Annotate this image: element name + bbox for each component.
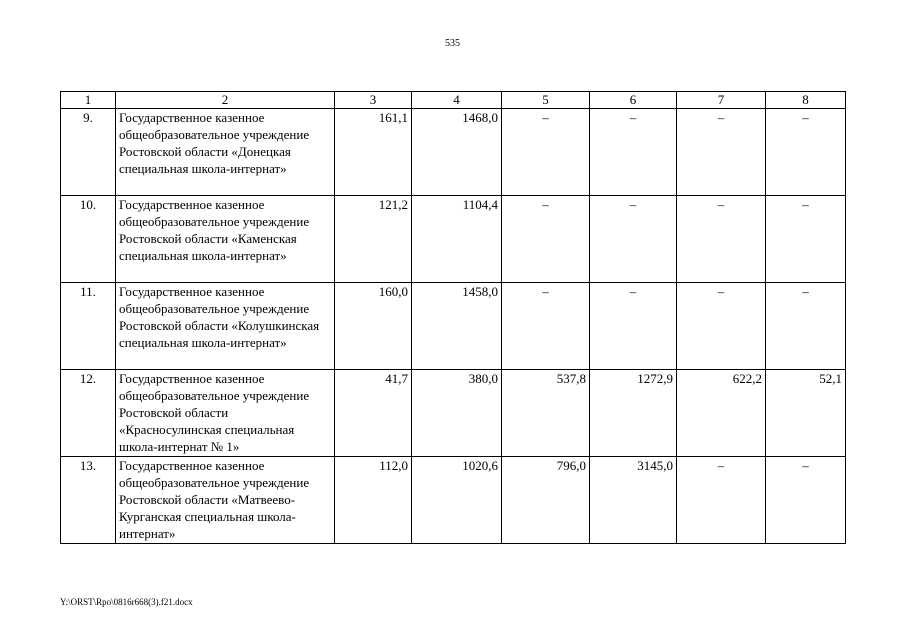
table-row <box>61 196 846 283</box>
value-col-7: – <box>677 457 766 544</box>
institution-name: Государственное казенное общеобразовательное учреждение Ростовской области «Донецкая специальная школа-интернат» <box>116 109 335 196</box>
value-col-6: 3145,0 <box>590 457 677 544</box>
value-col-7: – <box>677 283 766 370</box>
header-cell: 4 <box>412 92 502 109</box>
value-col-8: – <box>766 283 846 370</box>
value-col-3: 160,0 <box>335 283 412 370</box>
institution-name: Государственное казенное общеобразовательное учреждение Ростовской области «Колушкинская специальная школа-интернат» <box>116 283 335 370</box>
header-cell: 6 <box>590 92 677 109</box>
value-col-5: 796,0 <box>502 457 590 544</box>
value-col-8: – <box>766 109 846 196</box>
value-col-3: 161,1 <box>335 109 412 196</box>
header-cell: 8 <box>766 92 846 109</box>
header-cell: 7 <box>677 92 766 109</box>
value-col-5: – <box>502 283 590 370</box>
data-table <box>60 91 846 544</box>
value-col-4: 1468,0 <box>412 109 502 196</box>
value-col-3: 41,7 <box>335 370 412 457</box>
value-col-7: – <box>677 196 766 283</box>
value-col-6: – <box>590 196 677 283</box>
value-col-4: 380,0 <box>412 370 502 457</box>
row-number: 12. <box>61 370 116 457</box>
value-col-5: 537,8 <box>502 370 590 457</box>
value-col-6: – <box>590 283 677 370</box>
file-path-footer: Y:\ORST\Rpo\0816r668(3).f21.docx <box>60 597 193 607</box>
value-col-5: – <box>502 196 590 283</box>
value-col-5: – <box>502 109 590 196</box>
row-number: 10. <box>61 196 116 283</box>
table-header-row <box>61 92 846 109</box>
value-col-4: 1020,6 <box>412 457 502 544</box>
table-row <box>61 283 846 370</box>
value-col-6: – <box>590 109 677 196</box>
header-cell: 3 <box>335 92 412 109</box>
page-number: 535 <box>445 38 460 49</box>
value-col-3: 121,2 <box>335 196 412 283</box>
institution-name: Государственное казенное общеобразовательное учреждение Ростовской области «Матвеево-Курганская специальная школа-интернат» <box>116 457 335 544</box>
value-col-8: – <box>766 196 846 283</box>
table-row <box>61 109 846 196</box>
value-col-7: – <box>677 109 766 196</box>
value-col-4: 1458,0 <box>412 283 502 370</box>
table-row <box>61 370 846 457</box>
value-col-6: 1272,9 <box>590 370 677 457</box>
value-col-8: – <box>766 457 846 544</box>
value-col-3: 112,0 <box>335 457 412 544</box>
header-cell: 2 <box>116 92 335 109</box>
value-col-4: 1104,4 <box>412 196 502 283</box>
table-row <box>61 457 846 544</box>
row-number: 11. <box>61 283 116 370</box>
header-cell: 5 <box>502 92 590 109</box>
institution-name: Государственное казенное общеобразовательное учреждение Ростовской области «Красносулинская специальная школа-интернат № 1» <box>116 370 335 457</box>
value-col-8: 52,1 <box>766 370 846 457</box>
row-number: 9. <box>61 109 116 196</box>
row-number: 13. <box>61 457 116 544</box>
institution-name: Государственное казенное общеобразовательное учреждение Ростовской области «Каменская специальная школа-интернат» <box>116 196 335 283</box>
value-col-7: 622,2 <box>677 370 766 457</box>
header-cell: 1 <box>61 92 116 109</box>
